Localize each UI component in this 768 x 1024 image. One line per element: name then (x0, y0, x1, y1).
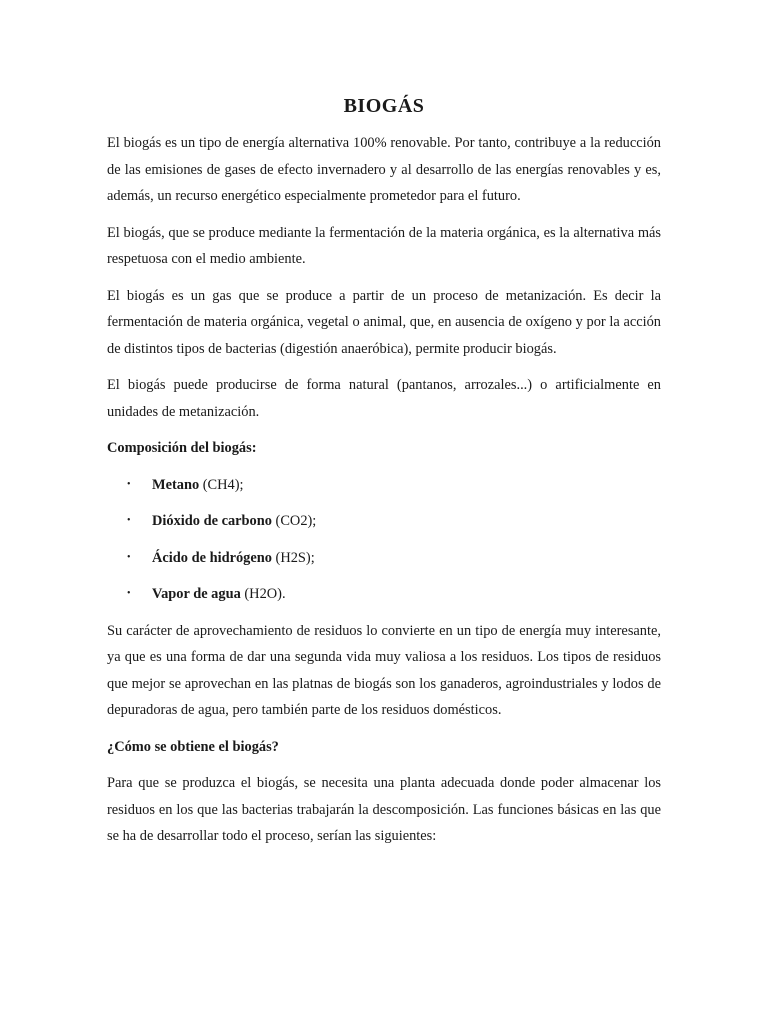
paragraph-intro-3: El biogás es un gas que se produce a partir de un proceso de metanización. Es decir la fermentación de materia orgánica, vegetal o animal, que, en ausencia de oxígeno y por la acción de distintos tipos de bacterias (digestión anaeróbica), permite producir biogás. (107, 287, 661, 357)
list-item (107, 472, 661, 499)
paragraph-how: Para que se produzca el biogás, se necesita una planta adecuada donde poder almacenar los residuos en los que las bacterias trabajarán la descomposición. Las funciones básicas en las que se ha de desarrollar todo el proceso, serían las siguientes: (107, 775, 661, 844)
bullet-icon: • (127, 478, 131, 490)
list-item (107, 545, 661, 572)
bullet-icon: • (127, 515, 131, 526)
composition-list (107, 472, 661, 608)
bullet-icon: • (127, 588, 131, 599)
bullet-icon: • (127, 551, 131, 563)
list-item (107, 508, 661, 535)
paragraph-intro-4: El biogás puede producirse de forma natural (pantanos, arrozales...) o artificialmente en unidades de metanización. (107, 377, 661, 420)
composition-heading: Composición del biogás: (107, 440, 257, 456)
item-formula: (H2O). (240, 586, 286, 602)
item-term: Dióxido de carbono (152, 513, 272, 529)
paragraph-intro-1: El biogás es un tipo de energía alternativa 100% renovable. Por tanto, contribuye a la reducción de las emisiones de gases de efecto invernadero y al desarrollo de las energías renovables y es, además, un recurso energético especialmente prometedor para el futuro. (107, 135, 661, 204)
item-term: Metano (152, 476, 200, 493)
how-heading: ¿Cómo se obtiene el biogás? (107, 738, 279, 755)
item-formula: (CH4); (199, 476, 244, 493)
item-formula: (CO2); (271, 513, 317, 529)
paragraph-intro-2: El biogás, que se produce mediante la fermentación de la materia orgánica, es la alternativa más respetuosa con el medio ambiente. (107, 224, 661, 267)
item-term: Vapor de agua (152, 586, 241, 602)
list-item (107, 581, 661, 608)
item-term: Ácido de hidrógeno (152, 549, 272, 566)
paragraph-residues: Su carácter de aprovechamiento de residuos lo convierte en un tipo de energía muy interesante, ya que es una forma de dar una segunda vida muy valiosa a los residuos. Los tipos de residuos que mejor se aprovechan en las platnas de biogás son los ganaderos, agroindustriales y lodos de depuradoras de agua, pero también parte de los residuos domésticos. (107, 622, 661, 718)
document-title: BIOGÁS (343, 95, 425, 117)
item-formula: (H2S); (271, 549, 315, 566)
